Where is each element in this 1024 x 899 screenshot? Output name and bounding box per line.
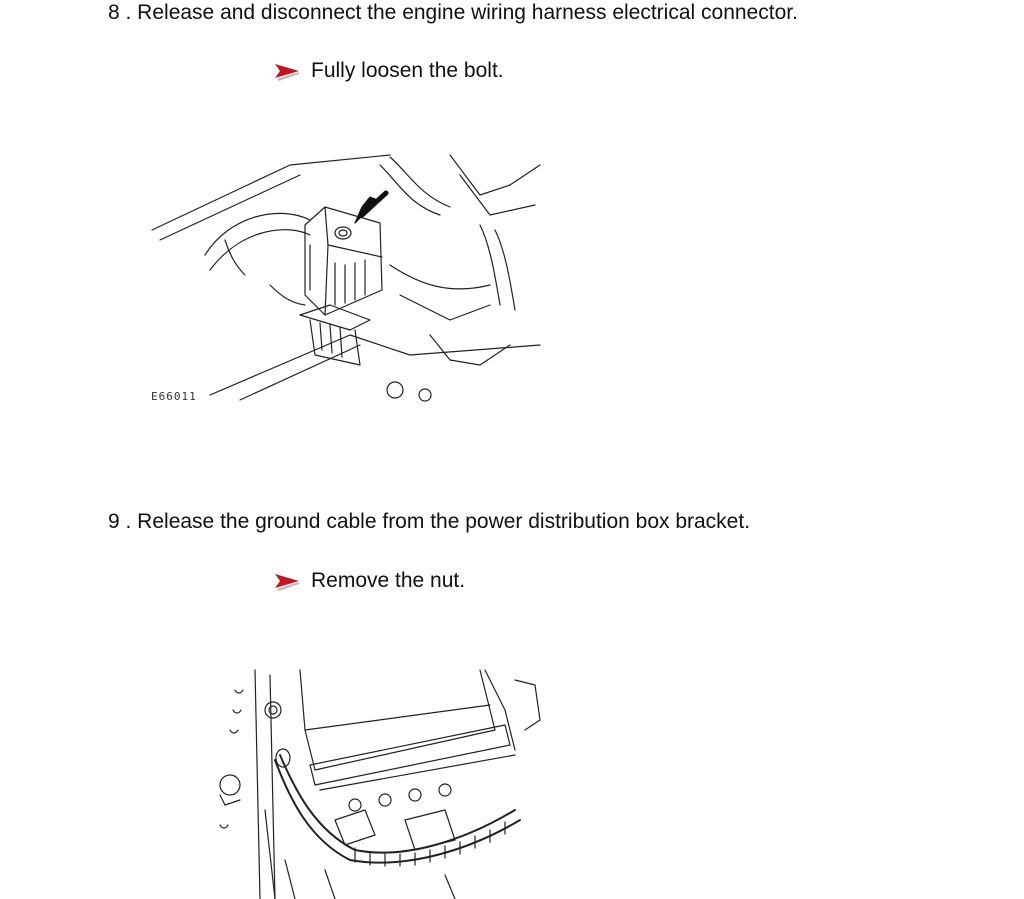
red-arrow-bullet-icon (273, 60, 301, 82)
step-9-substep (273, 568, 465, 594)
red-arrow-bullet-icon (273, 570, 301, 592)
step-9-substep-text: Remove the nut. (311, 569, 466, 592)
figure-code: E66011 (151, 390, 197, 403)
step-8-substep (273, 58, 504, 84)
step-9-heading: 9 . Release the ground cable from the power distribution box bracket. (108, 510, 751, 533)
power-distribution-ground-cable-illustration (205, 660, 545, 899)
step-8-heading: 8 . Release and disconnect the engine wiring harness electrical connector. (108, 1, 798, 24)
step-8-substep-text: Fully loosen the bolt. (311, 59, 504, 82)
engine-wiring-connector-illustration (150, 145, 542, 405)
